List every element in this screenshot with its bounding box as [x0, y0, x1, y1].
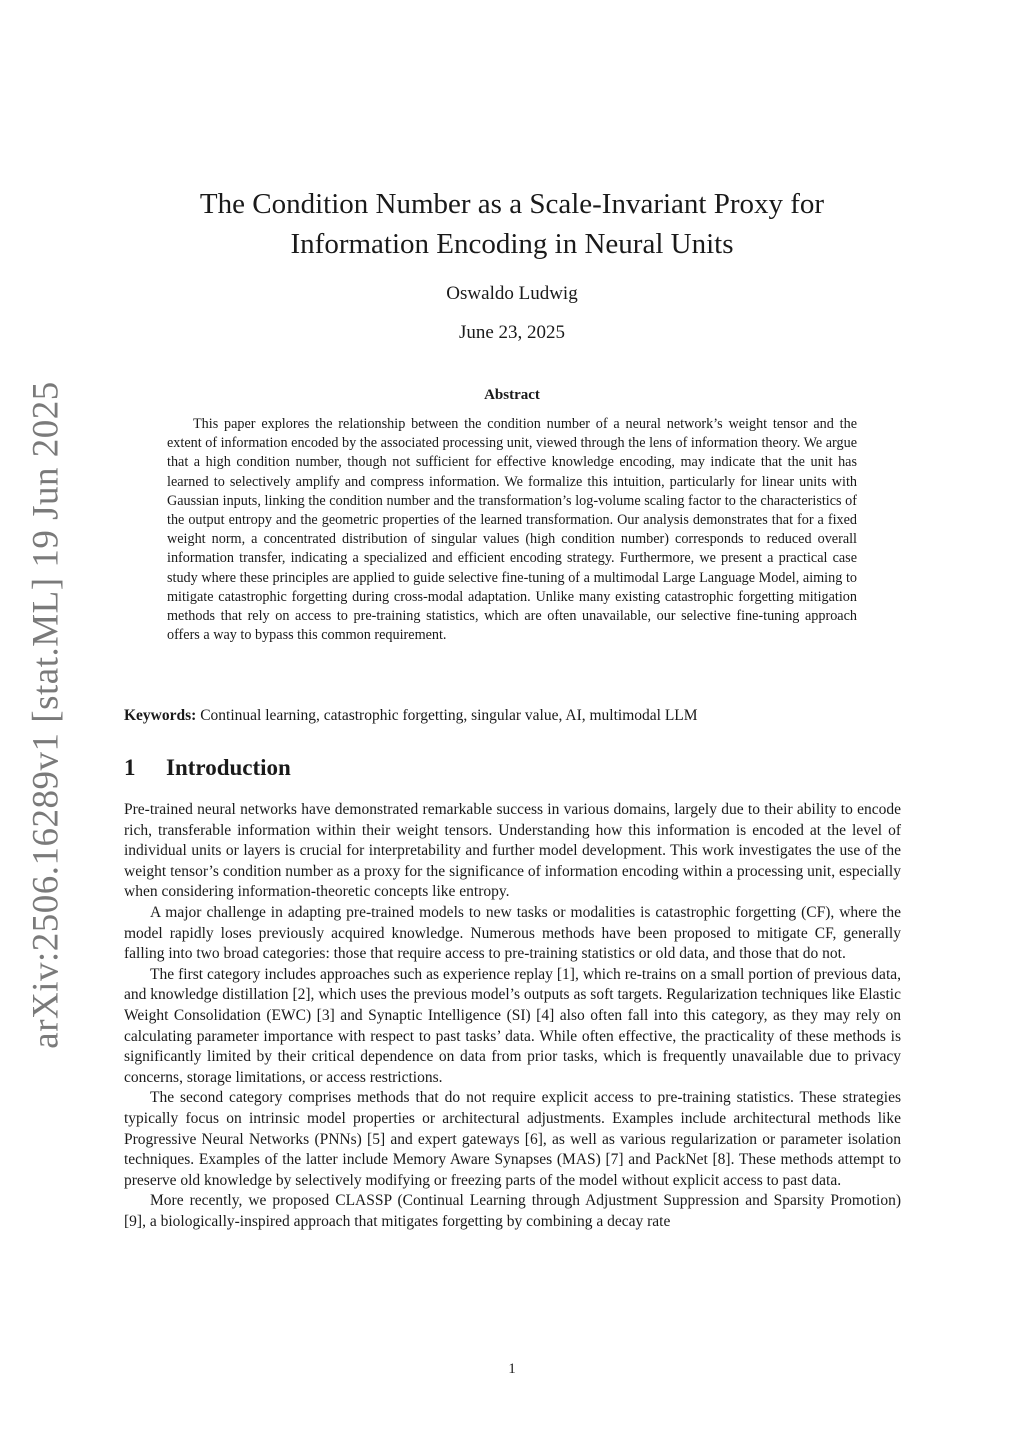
- abstract-heading: Abstract: [484, 387, 540, 403]
- intro-paragraph-4: The second category comprises methods that do not require explicit access to pre-training statistics. These strategies typically focus on intrinsic model properties or architectural adjustments. Examples include architectural methods like Progressive Neural Networks (PNNs) [5] and expert gateways [6], as well as various regularization or parameter isolation techniques. Examples of the latter include Memory Aware Synapses (MAS) [7] and PackNet [8]. These methods attempt to preserve old knowledge by selectively modifying or freezing parts of the model without explicit access to past data.: [124, 1089, 901, 1189]
- intro-paragraph-2: A major challenge in adapting pre-trained models to new tasks or modalities is catastrophic forgetting (CF), where the model rapidly loses previously acquired knowledge. Numerous methods have been proposed to mitigate CF, generally falling into two broad categories: those that require access to pre-training statistics or old data, and those that do not.: [124, 903, 901, 963]
- keywords-text: Continual learning, catastrophic forgetting, singular value, AI, multimodal LLM: [200, 707, 698, 724]
- arxiv-identifier-stamp: arXiv:2506.16289v1 [stat.ML] 19 Jun 2025: [25, 381, 67, 1049]
- section-number: 1: [124, 755, 136, 780]
- author-name: Oswaldo Ludwig: [446, 283, 578, 304]
- keywords-line: [124, 707, 904, 725]
- intro-paragraph-1: Pre-trained neural networks have demonstrated remarkable success in various domains, largely due to their ability to encode rich, transferable information within their weight tensors. Understanding how this information is encoded at the level of individual units or layers is crucial for interpretability and further model development. This work investigates the use of the weight tensor’s condition number as a proxy for the significance of information encoding within a processing unit, especially when considering information-theoretic concepts like entropy.: [124, 801, 901, 901]
- page-number: 1: [508, 1361, 516, 1377]
- paper-title-line-1: The Condition Number as a Scale-Invariant Proxy for: [199, 188, 825, 220]
- paper-title-line-2: Information Encoding in Neural Units: [290, 228, 734, 260]
- intro-paragraph-3: The first category includes approaches such as experience replay [1], which re-trains on a small portion of previous data, and knowledge distillation [2], which uses the previous model’s outputs as soft targets. Regularization techniques like Elastic Weight Consolidation (EWC) [3] and Synaptic Intelligence (SI) [4] also often fall into this category, as they may rely on calculating parameter importance with respect to past tasks’ data. While often effective, the practicality of these methods is significantly limited by their critical dependence on data from prior tasks, which is frequently unavailable due to privacy concerns, storage limitations, or access restrictions.: [124, 965, 901, 1086]
- keywords-label: Keywords:: [124, 707, 197, 724]
- section-heading-introduction: [124, 755, 291, 781]
- intro-paragraph-5: More recently, we proposed CLASSP (Continual Learning through Adjustment Suppression and Sparsity Promotion) [9], a biologically-inspired approach that mitigates forgetting by combining a decay rate: [124, 1192, 901, 1230]
- abstract-text: This paper explores the relationship between the condition number of a neural network’s weight tensor and the extent of information encoded by the associated processing unit, viewed through the lens of information theory. We argue that a high condition number, though not sufficient for effective knowledge encoding, may indicate that the unit has learned to selectively amplify and compress information. We formalize this intuition, particularly for linear units with Gaussian inputs, linking the condition number and the transformation’s log-volume scaling factor to the characteristics of the output entropy and the geometric properties of the learned transformation. Our analysis demonstrates that for a fixed weight norm, a concentrated distribution of singular values (high condition number) corresponds to reduced overall information transfer, indicating a specialized and efficient encoding strategy. Furthermore, we present a practical case study where these principles are applied to guide selective fine-tuning of a multimodal Large Language Model, aiming to mitigate catastrophic forgetting during cross-modal adaptation. Unlike many existing catastrophic forgetting mitigation methods that rely on access to pre-training statistics, which are often unavailable, our selective fine-tuning approach offers a way to bypass this common requirement.: [167, 416, 857, 644]
- section-title: Introduction: [166, 755, 291, 780]
- publication-date: June 23, 2025: [458, 322, 566, 343]
- paper-title: [0, 184, 1024, 264]
- introduction-body: [124, 800, 901, 1232]
